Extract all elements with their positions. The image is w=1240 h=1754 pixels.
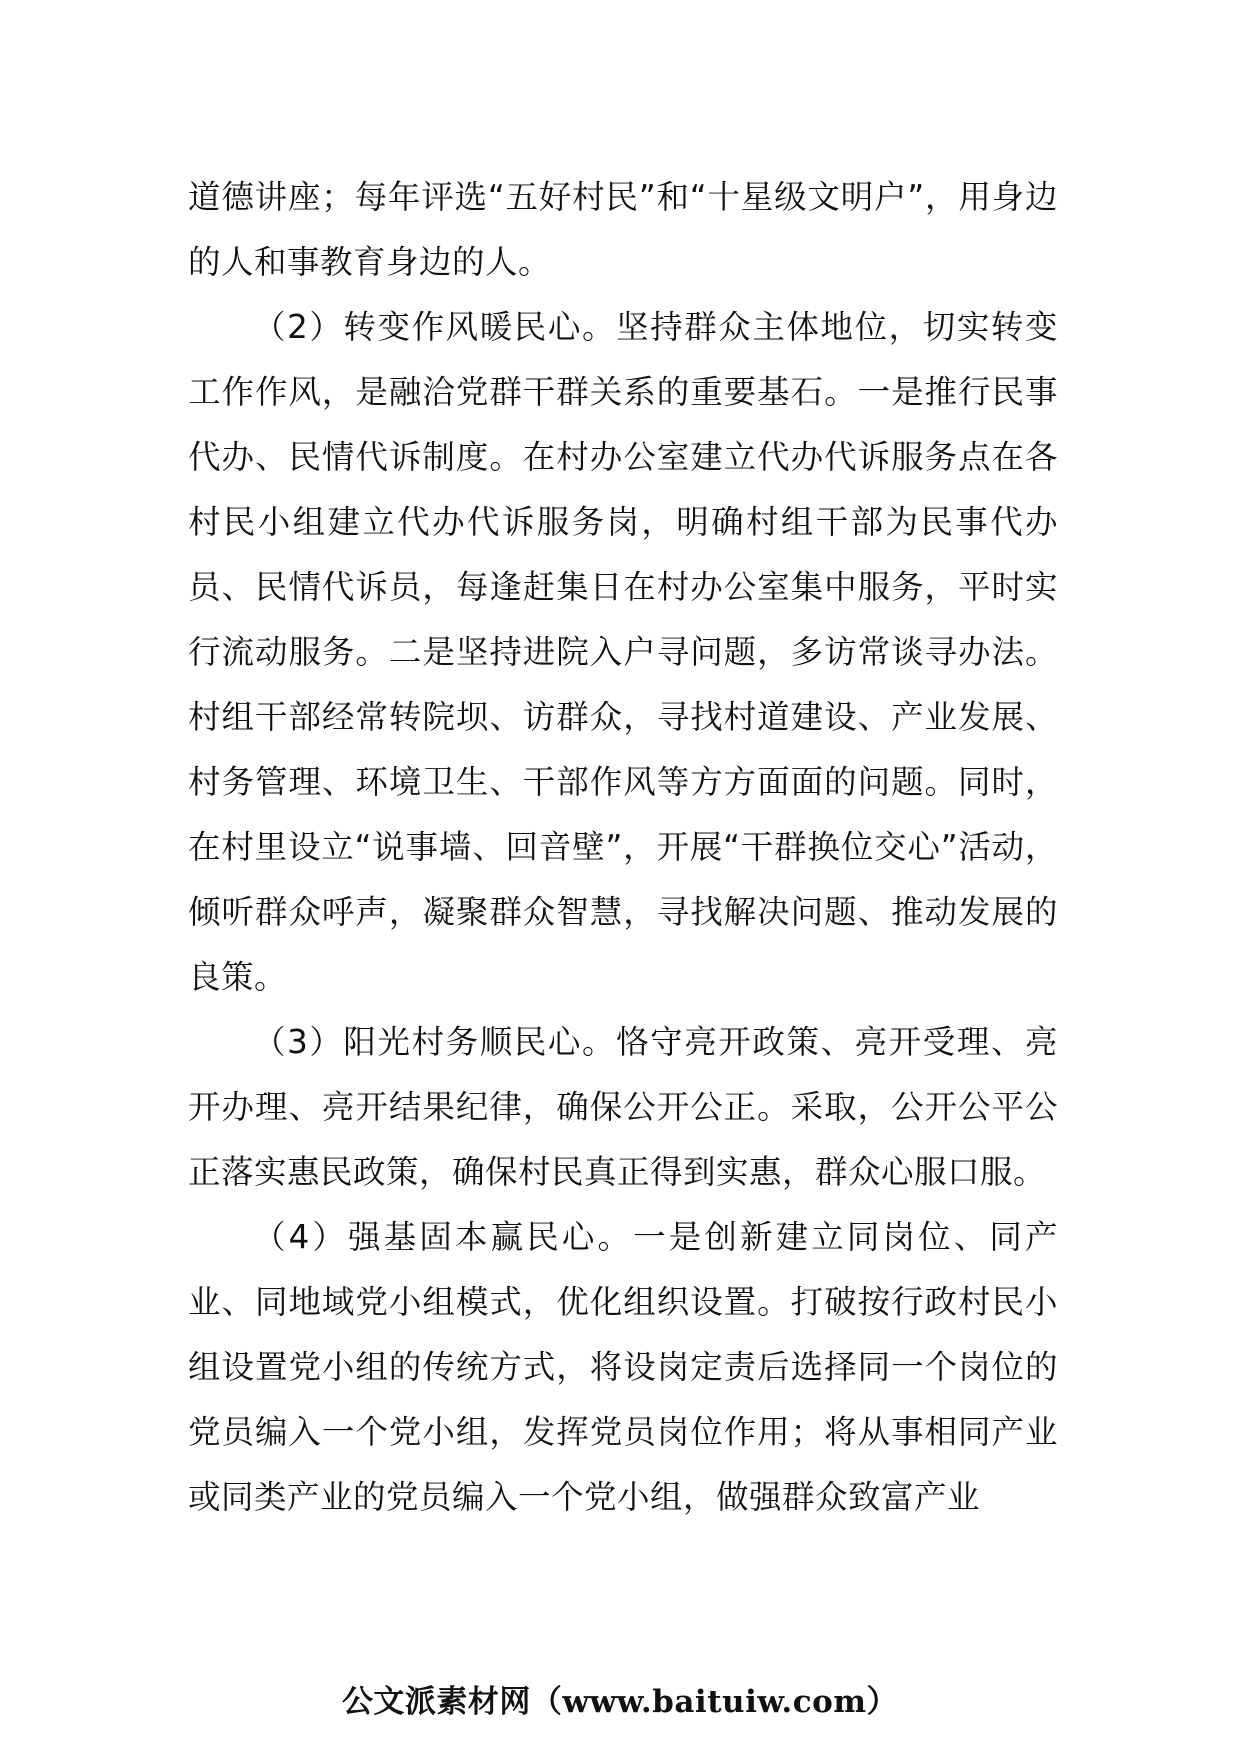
paragraph-2: （2）转变作风暖民心。坚持群众主体地位，切实转变工作作风，是融洽党群干群关系的重要基石。一是推行民事代办、民情代诉制度。在村办公室建立代办代诉服务点在各村民小组建立代办代诉服务岗，明确村组干部为民事代办员、民情代诉员，每逢赶集日在村办公室集中服务，平时实行流动服务。二是坚持进院入户寻问题，多访常谈寻办法。村组干部经常转院坝、访群众，寻找村道建设、产业发展、村务管理、环境卫生、干部作风等方方面面的问题。同时，在村里设立“说事墙、回音壁”，开展“干群换位交心”活动，倾听群众呼声，凝聚群众智慧，寻找解决问题、推动发展的良策。 (188, 308, 1058, 996)
footer-watermark: 公文派素材网（www.baituiw.com） (341, 1684, 899, 1720)
document-body (188, 165, 1058, 1530)
paragraph-3: （3）阳光村务顺民心。恪守亮开政策、亮开受理、亮开办理、亮开结果纪律，确保公开公正。采取，公开公平公正落实惠民政策，确保村民真正得到实惠，群众心服口服。 (188, 1023, 1058, 1191)
paragraph-4: （4）强基固本赢民心。一是创新建立同岗位、同产业、同地域党小组模式，优化组织设置。打破按行政村民小组设置党小组的传统方式，将设岗定责后选择同一个岗位的党员编入一个党小组，发挥党员岗位作用；将从事相同产业或同类产业的党员编入一个党小组，做强群众致富产业 (188, 1218, 1058, 1516)
paragraph-1: 道德讲座；每年评选“五好村民”和“十星级文明户”，用身边的人和事教育身边的人。 (188, 178, 1058, 281)
